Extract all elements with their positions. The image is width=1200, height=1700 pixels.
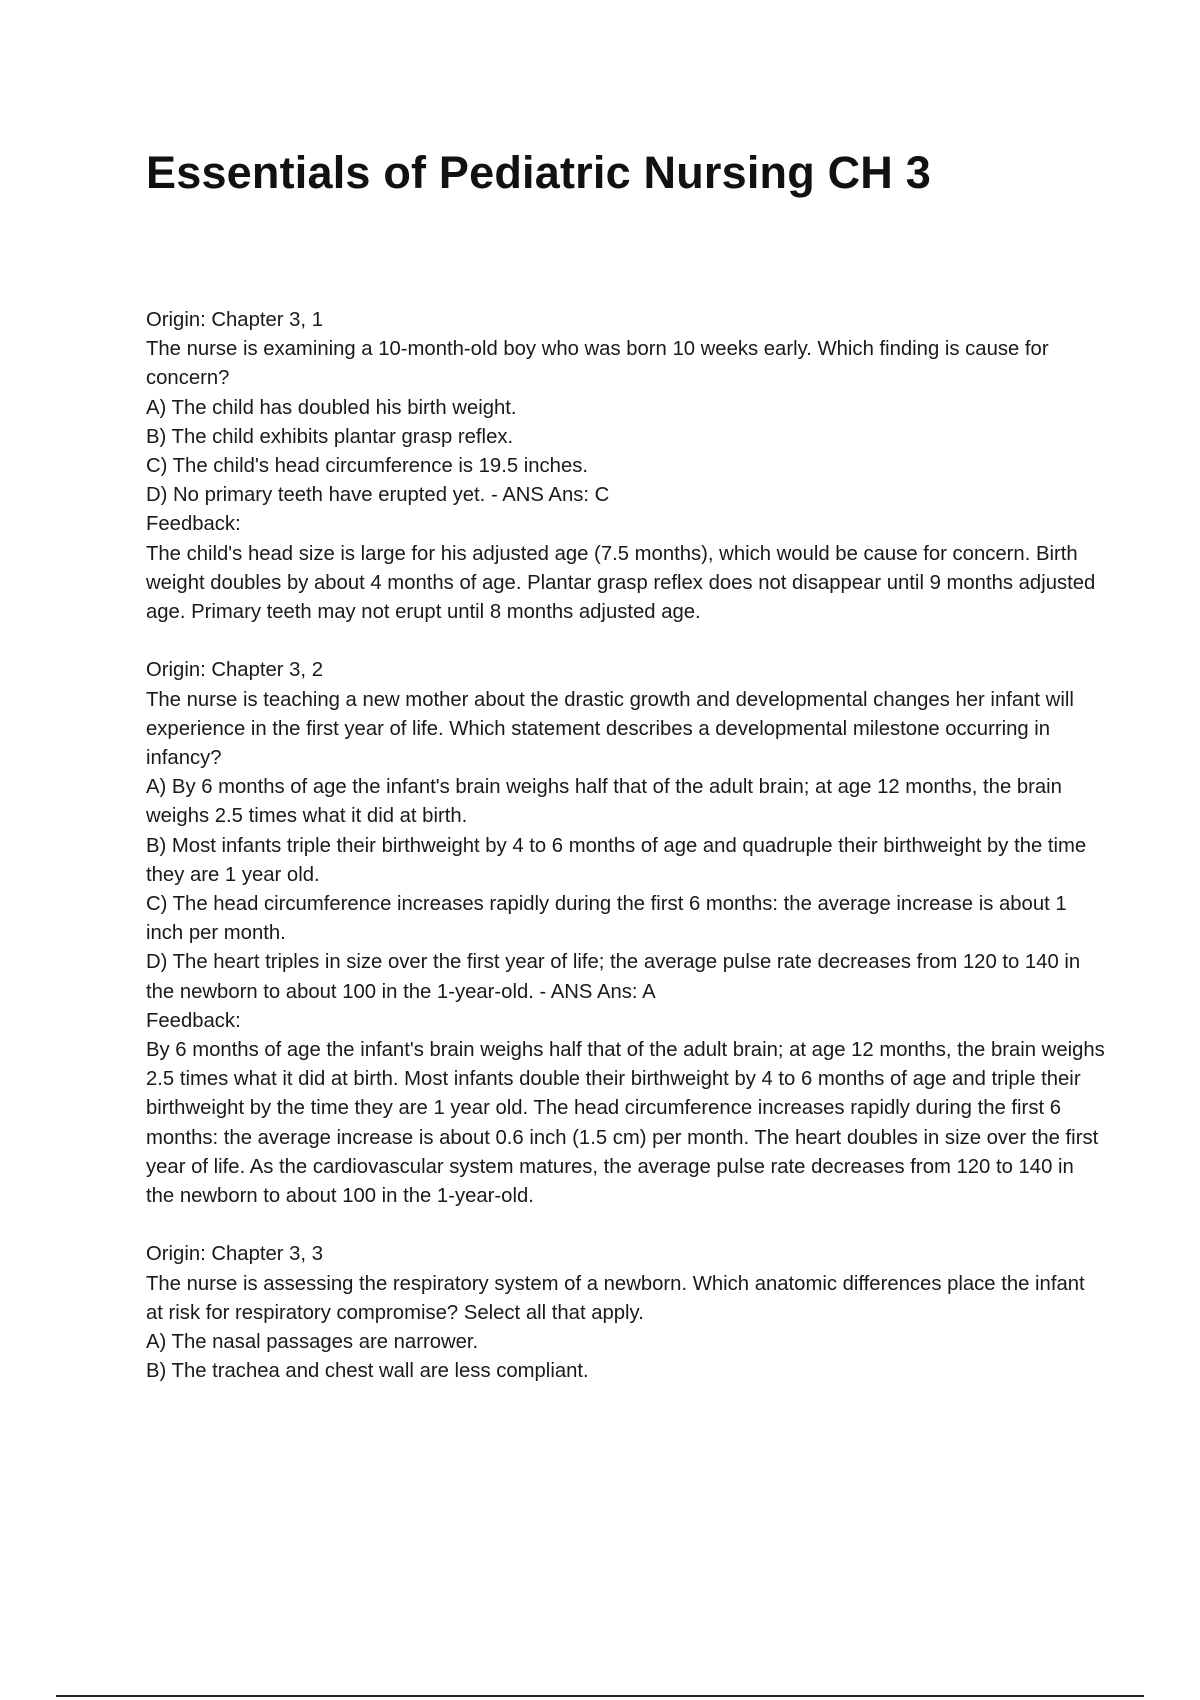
answer-option-d: D) No primary teeth have erupted yet. - ANS Ans: C <box>146 484 610 507</box>
document-title: Essentials of Pediatric Nursing CH 3 <box>146 147 931 198</box>
answer-option-b: B) Most infants triple their birthweight by 4 to 6 months of age and quadruple their birthweight by the time they are 1 year old. <box>146 834 1087 886</box>
question-3 <box>146 1240 1106 1386</box>
feedback-text: By 6 months of age the infant's brain weighs half that of the adult brain; at age 12 months, the brain weighs 2.5 times what it did at birth. Most infants double their birthweight by 4 to 6 months of age and triple their birthweight by the time they are 1 year old. The head circumference increases rapidly during the first 6 months: the average increase is about 0.6 inch (1.5 cm) per month. The heart doubles in size over the first year of life. As the cardiovascular system matures, the average pulse rate decreases from 120 to 140 in the newborn to about 100 in the 1-year-old. <box>146 1039 1105 1208</box>
answer-option-b: B) The trachea and chest wall are less compliant. <box>146 1360 589 1383</box>
question-list <box>146 306 1106 1416</box>
question-stem: The nurse is examining a 10-month-old boy who was born 10 weeks early. Which finding is cause for concern? <box>146 338 1049 390</box>
answer-option-a: A) By 6 months of age the infant's brain weighs half that of the adult brain; at age 12 months, the brain weighs 2.5 times what it did at birth. <box>146 776 1062 828</box>
page-bottom-rule <box>56 1695 1144 1697</box>
question-origin: Origin: Chapter 3, 2 <box>146 659 323 682</box>
question-1 <box>146 306 1106 627</box>
answer-option-c: C) The head circumference increases rapidly during the first 6 months: the average increase is about 1 inch per month. <box>146 893 1067 945</box>
question-stem: The nurse is assessing the respiratory system of a newborn. Which anatomic differences place the infant at risk for respiratory compromise? Select all that apply. <box>146 1272 1085 1324</box>
question-stem: The nurse is teaching a new mother about the drastic growth and developmental changes her infant will experience in the first year of life. Which statement describes a developmental milestone occurring in infancy? <box>146 688 1074 770</box>
answer-option-b: B) The child exhibits plantar grasp reflex. <box>146 425 514 448</box>
feedback-text: The child's head size is large for his adjusted age (7.5 months), which would be cause for concern. Birth weight doubles by about 4 months of age. Plantar grasp reflex does not disappear until 9 months adjusted age. Primary teeth may not erupt until 8 months adjusted age. <box>146 542 1096 624</box>
feedback-label: Feedback: <box>146 1009 241 1032</box>
question-origin: Origin: Chapter 3, 3 <box>146 1243 323 1266</box>
answer-option-a: A) The nasal passages are narrower. <box>146 1331 479 1354</box>
answer-option-d: D) The heart triples in size over the first year of life; the average pulse rate decreases from 120 to 140 in the newborn to about 100 in the 1-year-old. - ANS Ans: A <box>146 951 1081 1003</box>
answer-option-a: A) The child has doubled his birth weight. <box>146 396 517 419</box>
question-2 <box>146 656 1106 1211</box>
answer-option-c: C) The child's head circumference is 19.5 inches. <box>146 455 589 478</box>
question-origin: Origin: Chapter 3, 1 <box>146 309 323 331</box>
feedback-label: Feedback: <box>146 513 241 536</box>
